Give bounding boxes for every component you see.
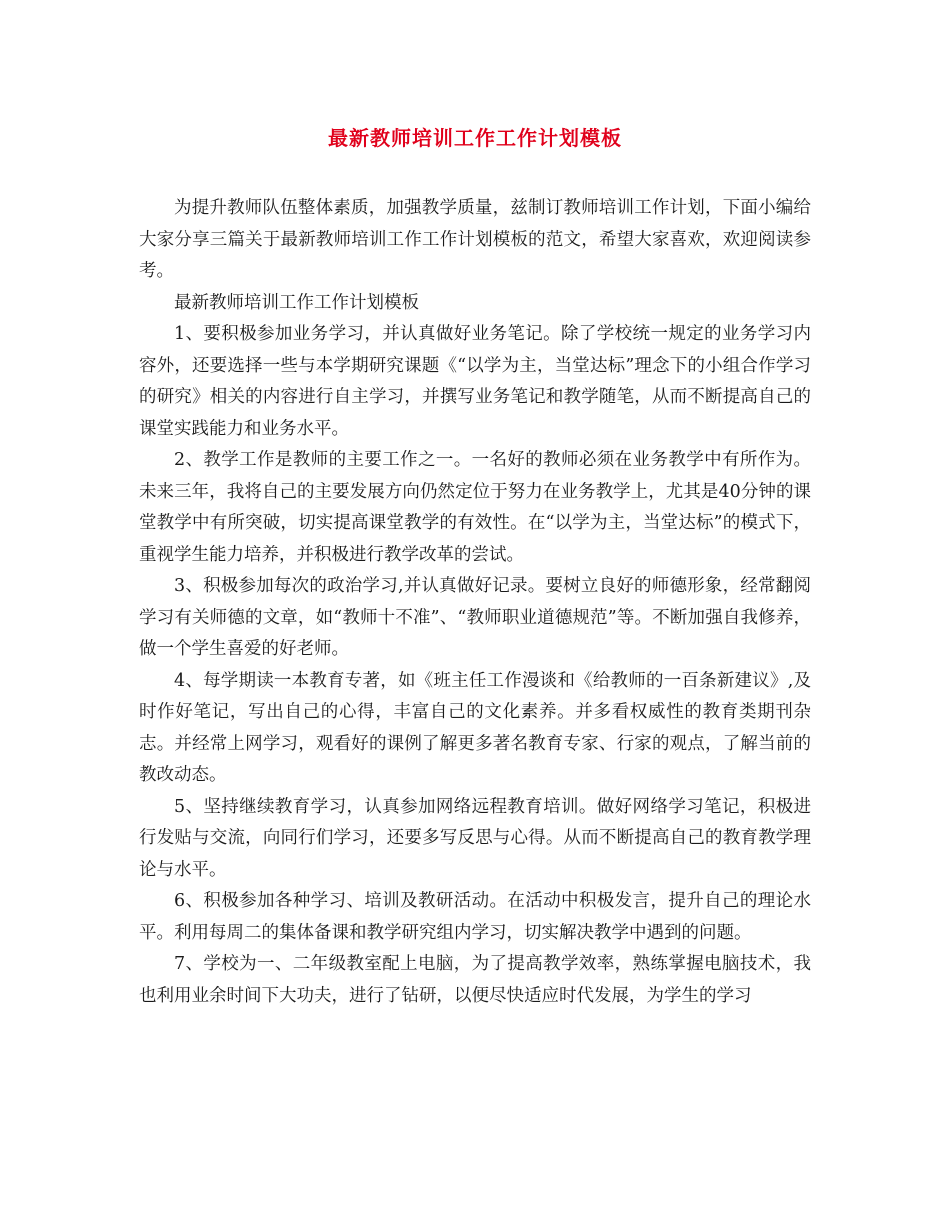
document-title: 最新教师培训工作工作计划模板 [328, 126, 622, 150]
paragraph-item-5: 5、坚持继续教育学习，认真参加网络远程教育培训。做好网络学习笔记，积极进行发贴与交流，向同行们学习，还要多写反思与心得。从而不断提高自己的教育教学理论与水平。 [139, 796, 811, 880]
intro-paragraph: 为提升教师队伍整体素质，加强教学质量，兹制订教师培训工作计划，下面小编给大家分享三篇关于最新教师培训工作工作计划模板的范文，希望大家喜欢，欢迎阅读参考。 [139, 198, 811, 281]
document-body [139, 193, 811, 1012]
paragraph-item-7: 7、学校为一、二年级教室配上电脑，为了提高教学效率，熟练掌握电脑技术，我也利用业余时间下大功夫，进行了钻研，以便尽快适应时代发展，为学生的学习 [139, 954, 811, 1006]
paragraph-item-6: 6、积极参加各种学习、培训及教研活动。在活动中积极发言，提升自己的理论水平。利用每周二的集体备课和教学研究组内学习，切实解决教学中遇到的问题。 [139, 891, 811, 943]
paragraph-item-3: 3、积极参加每次的政治学习,并认真做好记录。要树立良好的师德形象，经常翻阅学习有关师德的文章，如“教师十不准”、“教师职业道德规范”等。不断加强自我修养，做一个学生喜爱的好老师。 [139, 576, 811, 659]
paragraph-item-2: 2、教学工作是教师的主要工作之一。一名好的教师必须在业务教学中有所作为。未来三年，我将自己的主要发展方向仍然定位于努力在业务教学上，尤其是40分钟的课堂教学中有所突破，切实提高课堂教学的有效性。在“以学为主，当堂达标”的模式下，重视学生能力培养，并积极进行教学改革的尝试。 [139, 450, 811, 565]
section-heading: 最新教师培训工作工作计划模板 [174, 292, 419, 313]
paragraph-item-4: 4、每学期读一本教育专著，如《班主任工作漫谈和《给教师的一百条新建议》,及时作好笔记，写出自己的心得，丰富自己的文化素养。并多看权威性的教育类期刊杂志。并经常上网学习，观看好的课例了解更多著名教育专家、行家的观点，了解当前的教改动态。 [139, 670, 811, 785]
paragraph-item-1: 1、要积极参加业务学习，并认真做好业务笔记。除了学校统一规定的业务学习内容外，还要选择一些与本学期研究课题《“以学为主，当堂达标”理念下的小组合作学习的研究》相关的内容进行自主学习，并撰写业务笔记和教学随笔，从而不断提高自己的课堂实践能力和业务水平。 [139, 324, 811, 439]
